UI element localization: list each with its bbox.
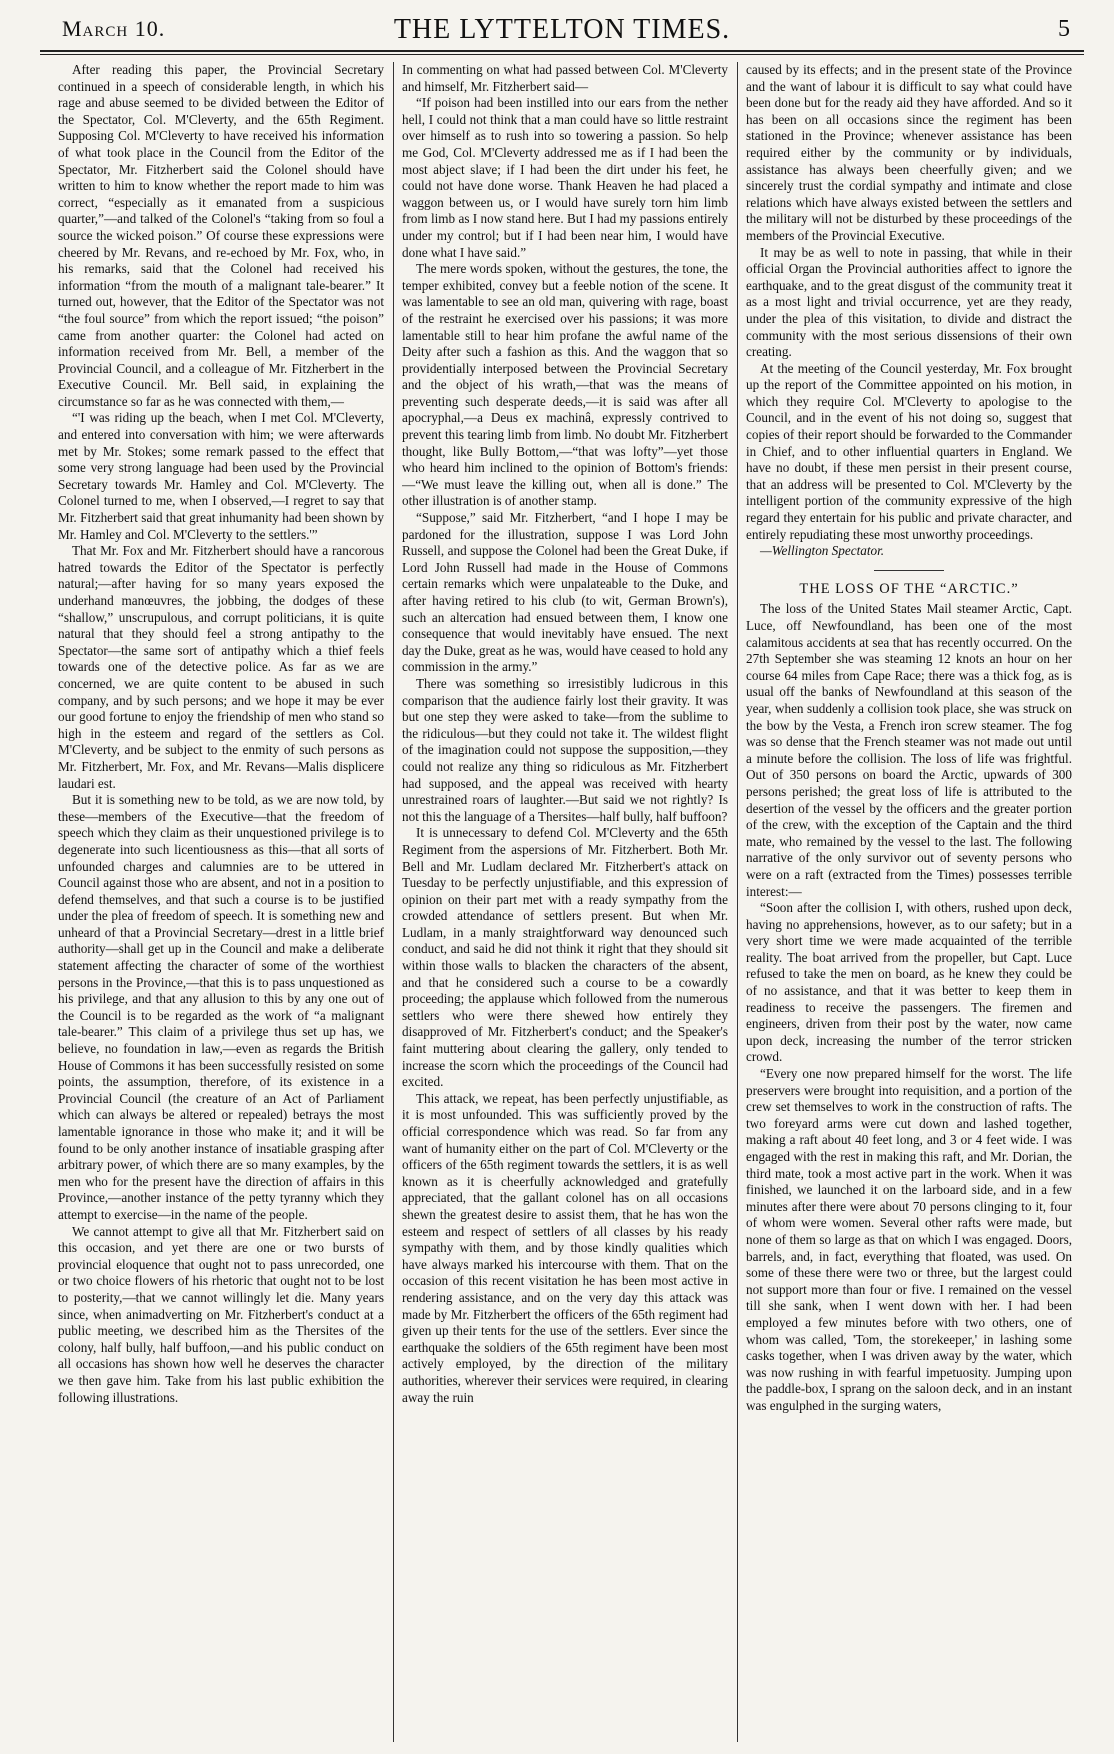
arctic-heading: THE LOSS OF THE “ARCTIC.” [799, 580, 1019, 597]
column-divider [737, 62, 738, 1742]
paragraph: It may be as well to note in passing, that while in their official Organ the Provincial authorities affect to ignore the earthquake, and to the great disgust of the community treat it as a most light and trivial occurrence, yet are they ready, under the plea of this visitation, to divide and distract the community with the most serious dissensions of their own creating. [746, 244, 1072, 360]
paragraph: We cannot attempt to give all that Mr. Fitzherbert said on this occasion, and yet there are one or two bursts of provincial eloquence that ought not to pass unrecorded, one or two choice flowers of his rhetoric that ought not to be lost to posterity,—that we cannot willingly let die. Many years since, when animadverting on Mr. Fitzherbert's conduct at a public meeting, we described him as the Thersites of the colony, half bully, half buffoon,—and his public conduct on all occasions has shown how well he deserves the character we then gave him. Take from his last public exhibition the following illustrations. [58, 1223, 384, 1405]
issue-date: March 10. [62, 16, 166, 41]
paragraph: The mere words spoken, without the gestures, the tone, the temper exhibited, convey but a feeble notion of the scene. It was lamentable to see an old man, quivering with rage, boast of the restraint he exercised over his passions; it was more lamentable still to hear him profane the awful name of the Deity after such a fashion as this. And the waggon that so providentially interposed between the Provincial Secretary and the object of his wrath,—that was the means of preventing such desperate deeds,—it is said was after all apocryphal,—a Deus ex machinâ, expressly contrived to prevent this tearing limb from limb. No doubt Mr. Fitzherbert thought, like Bully Bottom,—“that was lofty”—yet those who heard him inclined to the opinion of Bottom's friends:—“We must leave the killing out, when all is done.” The other illustration is of another stamp. [402, 261, 728, 509]
column-1 [58, 62, 384, 1742]
article-columns [40, 62, 1084, 1742]
page-number: 5 [1058, 16, 1070, 42]
paragraph: There was something so irresistibly ludicrous in this comparison that the audience fairly lost their gravity. It was but one step they were asked to take—from the sublime to the ridiculous—but they could not take it. The wildest flight of the imagination could not suppose the supposition,—they could not realize any thing so ridiculous as Mr. Fitzherbert had supposed, and the appeal was received with hearty unrestrained roars of laughter.—But said we not rightly? Is not this the language of a Thersites—half bully, half buffoon? [402, 675, 728, 824]
paragraph: After reading this paper, the Provincial Secretary continued in a speech of considerable length, in which his rage and abuse seemed to be divided between the Editor of the Spectator, Col. M'Cleverty, and the 65th Regiment. Supposing Col. M'Cleverty to have received his information of what took place in the Council from the Editor of the Spectator, Mr. Fitzherbert said the Colonel should have written to him to know whether the report made to him was correct, “especially as it emanated from a suspicious quarter,”—and talked of the Colonel's “taking from so foul a source the wicked poison.” Of course these expressions were cheered by Mr. Revans, and re-echoed by Mr. Fox, who, in his remarks, said that the Colonel had received his information “from the mouth of a malignant tale-bearer.” It turned out, however, that the Editor of the Spectator was not “the foul source” from which the report issued; “the poison” came from another quarter: the Colonel had acted on information received from Mr. Bell, a member of the Provincial Council, and a colleague of Mr. Fitzherbert in the Executive Council. Mr. Bell said, in explaining the circumstance so far as he was connected with them,— [58, 62, 384, 409]
paragraph: “Soon after the collision I, with others, rushed upon deck, having no apprehensions, however, as to our safety; but in a very short time we were made acquainted of the terrible reality. The boat arrived from the propeller, but Capt. Luce refused to take the men on board, as he knew they could be of no assistance, and that it was better to keep them in readiness to receive the passengers. The firemen and engineers, driven from their post by the water, now came upon deck, increasing the number of the terror stricken crowd. [746, 900, 1072, 1065]
paragraph: “If poison had been instilled into our ears from the nether hell, I could not think that a man could have so little restraint over himself as to rush into so towering a passion. So help me God, Col. M'Cleverty addressed me as if I had been the most abject slave; if I had been the dirt under his feet, he could not have done worse. Thank Heaven he had placed a waggon between us, or I would have surely torn him limb from limb as I now stand here. But I had my passions entirely under my control; but if I had been near him, I would have done what I have said.” [402, 95, 728, 260]
masthead [40, 14, 1084, 52]
paragraph: At the meeting of the Council yesterday, Mr. Fox brought up the report of the Committee appointed on his motion, in which they require Col. M'Cleverty to apologise to the Council, and in the event of his not doing so, suggest that copies of their report should be forwarded to the Commander in Chief, and to other influential quarters in England. We have no doubt, if these men persist in their present course, that an address will be presented to Col. M'Cleverty by the intelligent portion of the community expressive of the high regard they entertain for his public and private character, and entirely repudiating these most unworthy proceedings. [746, 360, 1072, 542]
paragraph: But it is something new to be told, as we are now told, by these—members of the Executive—that the freedom of speech which they claim as their unquestioned privilege is to degenerate into such licentiousness as this—that all sorts of unfounded charges and calumnies are to be uttered in Council against those who are absent, and not in a position to defend themselves, and that such a course is to be justified under the plea of freedom of speech. It is something new and unheard of that a Provincial Secretary—drest in a little brief authority—shall get up in the Council and make a deliberate statement affecting the character of some of the worthiest persons in the Province,—that this is to pass unquestioned as his privilege, and that any allusion to this by any one out of the Council is to be regarded as the work of “a malignant tale-bearer.” This claim of a privilege thus set up has, we believe, no foundation in law,—even as regards the British House of Commons it has been successfully resisted on some points, the assumption, therefore, of its existence in a Provincial Council (the creature of an Act of Parliament which can always be altered or repealed) betrays the most lamentable ignorance in those who make it; and it will be found to be only another instance of insatiable grasping after arbitrary power, of which there are so many examples, by the men who for the present have the direction of affairs in this Province,—another instance of the petty tyranny which they attempt to exercise—in the name of the people. [58, 792, 384, 1222]
newspaper-title: THE LYTTELTON TIMES. [393, 14, 731, 45]
paragraph: “'I was riding up the beach, when I met Col. M'Cleverty, and entered into conversation with him; we were afterwards met by Mr. Stokes; some remark passed to the effect that some very strong language had been used by the Provincial Secretary towards Mr. Hamley and Col. M'Cleverty. The Colonel turned to me, when I observed,—I regret to say that Mr. Fitzherbert said that great inhumanity had been shown by Mr. Hamley and Col. M'Cleverty to the settlers.'” [58, 410, 384, 542]
column-3 [746, 62, 1072, 1742]
column-divider [393, 62, 394, 1742]
paragraph: caused by its effects; and in the present state of the Province and the want of labour it is difficult to say what could have been done but for the ready aid they have afforded. And so it has been on all occasions since the regiment has been stationed in the Province; whenever assistance has been required either by the community or by individuals, assistance has always been cheerfully given; and we sincerely trust the cordial sympathy and intimate and close relations which have always existed between the settlers and the military will not be disturbed by these proceedings of the members of the Provincial Executive. [746, 62, 1072, 243]
paragraph: The loss of the United States Mail steamer Arctic, Capt. Luce, off Newfoundland, has been one of the most calamitous accidents at sea that has recently occurred. On the 27th September she was steaming 12 knots an hour on her course 64 miles from Cape Race; there was a thick fog, as is usual off the banks of Newfoundland at this season of the year, when suddenly a collision took place, she was struck on the bow by the Vesta, a French iron screw steamer. The fog was so dense that the French steamer was not made out until a minute before the collision. The loss of life was frightful. Out of 350 persons on board the Arctic, upwards of 300 persons perished; the great loss of life is attributed to the desertion of the vessel by the officers and the greater portion of the crew, with the exception of the Captain and the third mate, who remained by the vessel to the last. The following narrative of the only survivor out of seventy persons who were on a raft (extracted from the Times) possesses terrible interest:— [746, 601, 1072, 899]
article-separator [874, 570, 944, 571]
paragraph: “Suppose,” said Mr. Fitzherbert, “and I hope I may be pardoned for the illustration, suppose I was Lord John Russell, and suppose the Colonel had been the Great Duke, if Lord John Russell had made in the House of Commons certain remarks which were unpalateable to the Duke, and after having retired to his club (to wit, German Brown's), such an altercation had ensued between them, I know one consequence that would inevitably have ensued. The next day the Duke, great as he was, would have ceased to hold any commission in the army.” [402, 510, 728, 675]
paragraph: It is unnecessary to defend Col. M'Cleverty and the 65th Regiment from the aspersions of Mr. Fitzherbert. Both Mr. Bell and Mr. Ludlam declared Mr. Fitzherbert's attack on Tuesday to be perfectly unjustifiable, and this expression of opinion on their part met with a ready sympathy from the crowded attendance of settlers present. But when Mr. Ludlam, in a manly straightforward way denounced such conduct, and said he did not think it right that they should sit within those walls to blacken the characters of the absent, and that he considered such a course to be a cowardly proceeding; the applause which followed from the numerous settlers who were there shewed how entirely they disapproved of Mr. Fitzherbert's conduct; and the Speaker's faint muttering about clearing the gallery, only tended to increase the scorn which the proceedings of the Council had excited. [402, 825, 728, 1090]
paragraph: That Mr. Fox and Mr. Fitzherbert should have a rancorous hatred towards the Editor of the Spectator is perfectly natural;—after having for so many years exposed the underhand manœuvres, the jobbing, the dodges of these “shallow,” unscrupulous, and corrupt politicians, it is quite natural that they should feel a strong antipathy to the Spectator—the same sort of antipathy which a thief feels towards one of the detective police. As far as we are concerned, we are quite content to be abused in such company, and by such persons; and we hope it may be ever our good fortune to enjoy the friendship of men who stand so high in the esteem and regard of the settlers as Col. M'Cleverty, and be subject to the enmity of such persons as Mr. Fitzherbert, Mr. Fox, and Mr. Revans—Malis displicere laudari est. [58, 543, 384, 791]
masthead-rule [40, 54, 1084, 55]
paragraph: In commenting on what had passed between Col. M'Cleverty and himself, Mr. Fitzherbert said— [402, 62, 728, 94]
article-source: —Wellington Spectator. [760, 543, 885, 559]
paragraph: “Every one now prepared himself for the worst. The life preservers were brought into requisition, and a portion of the crew set themselves to work in the construction of rafts. The two foreyard arms were cut down and lashed together, making a raft about 40 feet long, and 3 or 4 feet wide. I was engaged with the rest in making this raft, and Mr. Dorian, the third mate, took a most active part in the work. When it was finished, we launched it on the larboard side, and in a few minutes after there were about 70 persons clinging to it, four of whom were women. Several other rafts were made, but none of them so large as that on which I was engaged. Doors, barrels, and, in fact, everything that floated, was used. On some of these there were two or three, but the largest could not support more than four or five. I remained on the vessel till she sank, when I went down with her. I had been employed a few minutes before with two others, one of whom was called, 'Tom, the storekeeper,' in lashing some casks together, when I was driven away by the water, which was now rushing in with fearful impetuosity. Jumping upon the paddle-box, I sprang on the saloon deck, and in an instant was engulphed in the surging waters, [746, 1066, 1072, 1413]
newspaper-page [40, 14, 1084, 1744]
paragraph: This attack, we repeat, has been perfectly unjustifiable, as it is most unfounded. This was sufficiently proved by the official correspondence which was read. So far from any want of humanity either on the part of Col. M'Cleverty or the officers of the 65th regiment towards the settlers, it is as well known as it is cheerfully acknowledged and gratefully appreciated, that the gallant colonel has on all occasions shewn the greatest desire to assist them, that he has won the esteem and respect of settlers of all classes by his ready sympathy with them, and by those kindly qualities which have always marked his intercourse with them. That on the occasion of this recent visitation he has been most active in rendering assistance, and on the very day this attack was made by Mr. Fitzherbert the officers of the 65th regiment had given up their tents for the use of the settlers. Ever since the earthquake the soldiers of the 65th regiment have been most actively employed, by the direction of the military authorities, wherever their services were required, in clearing away the ruin [402, 1090, 728, 1405]
column-2 [402, 62, 728, 1742]
